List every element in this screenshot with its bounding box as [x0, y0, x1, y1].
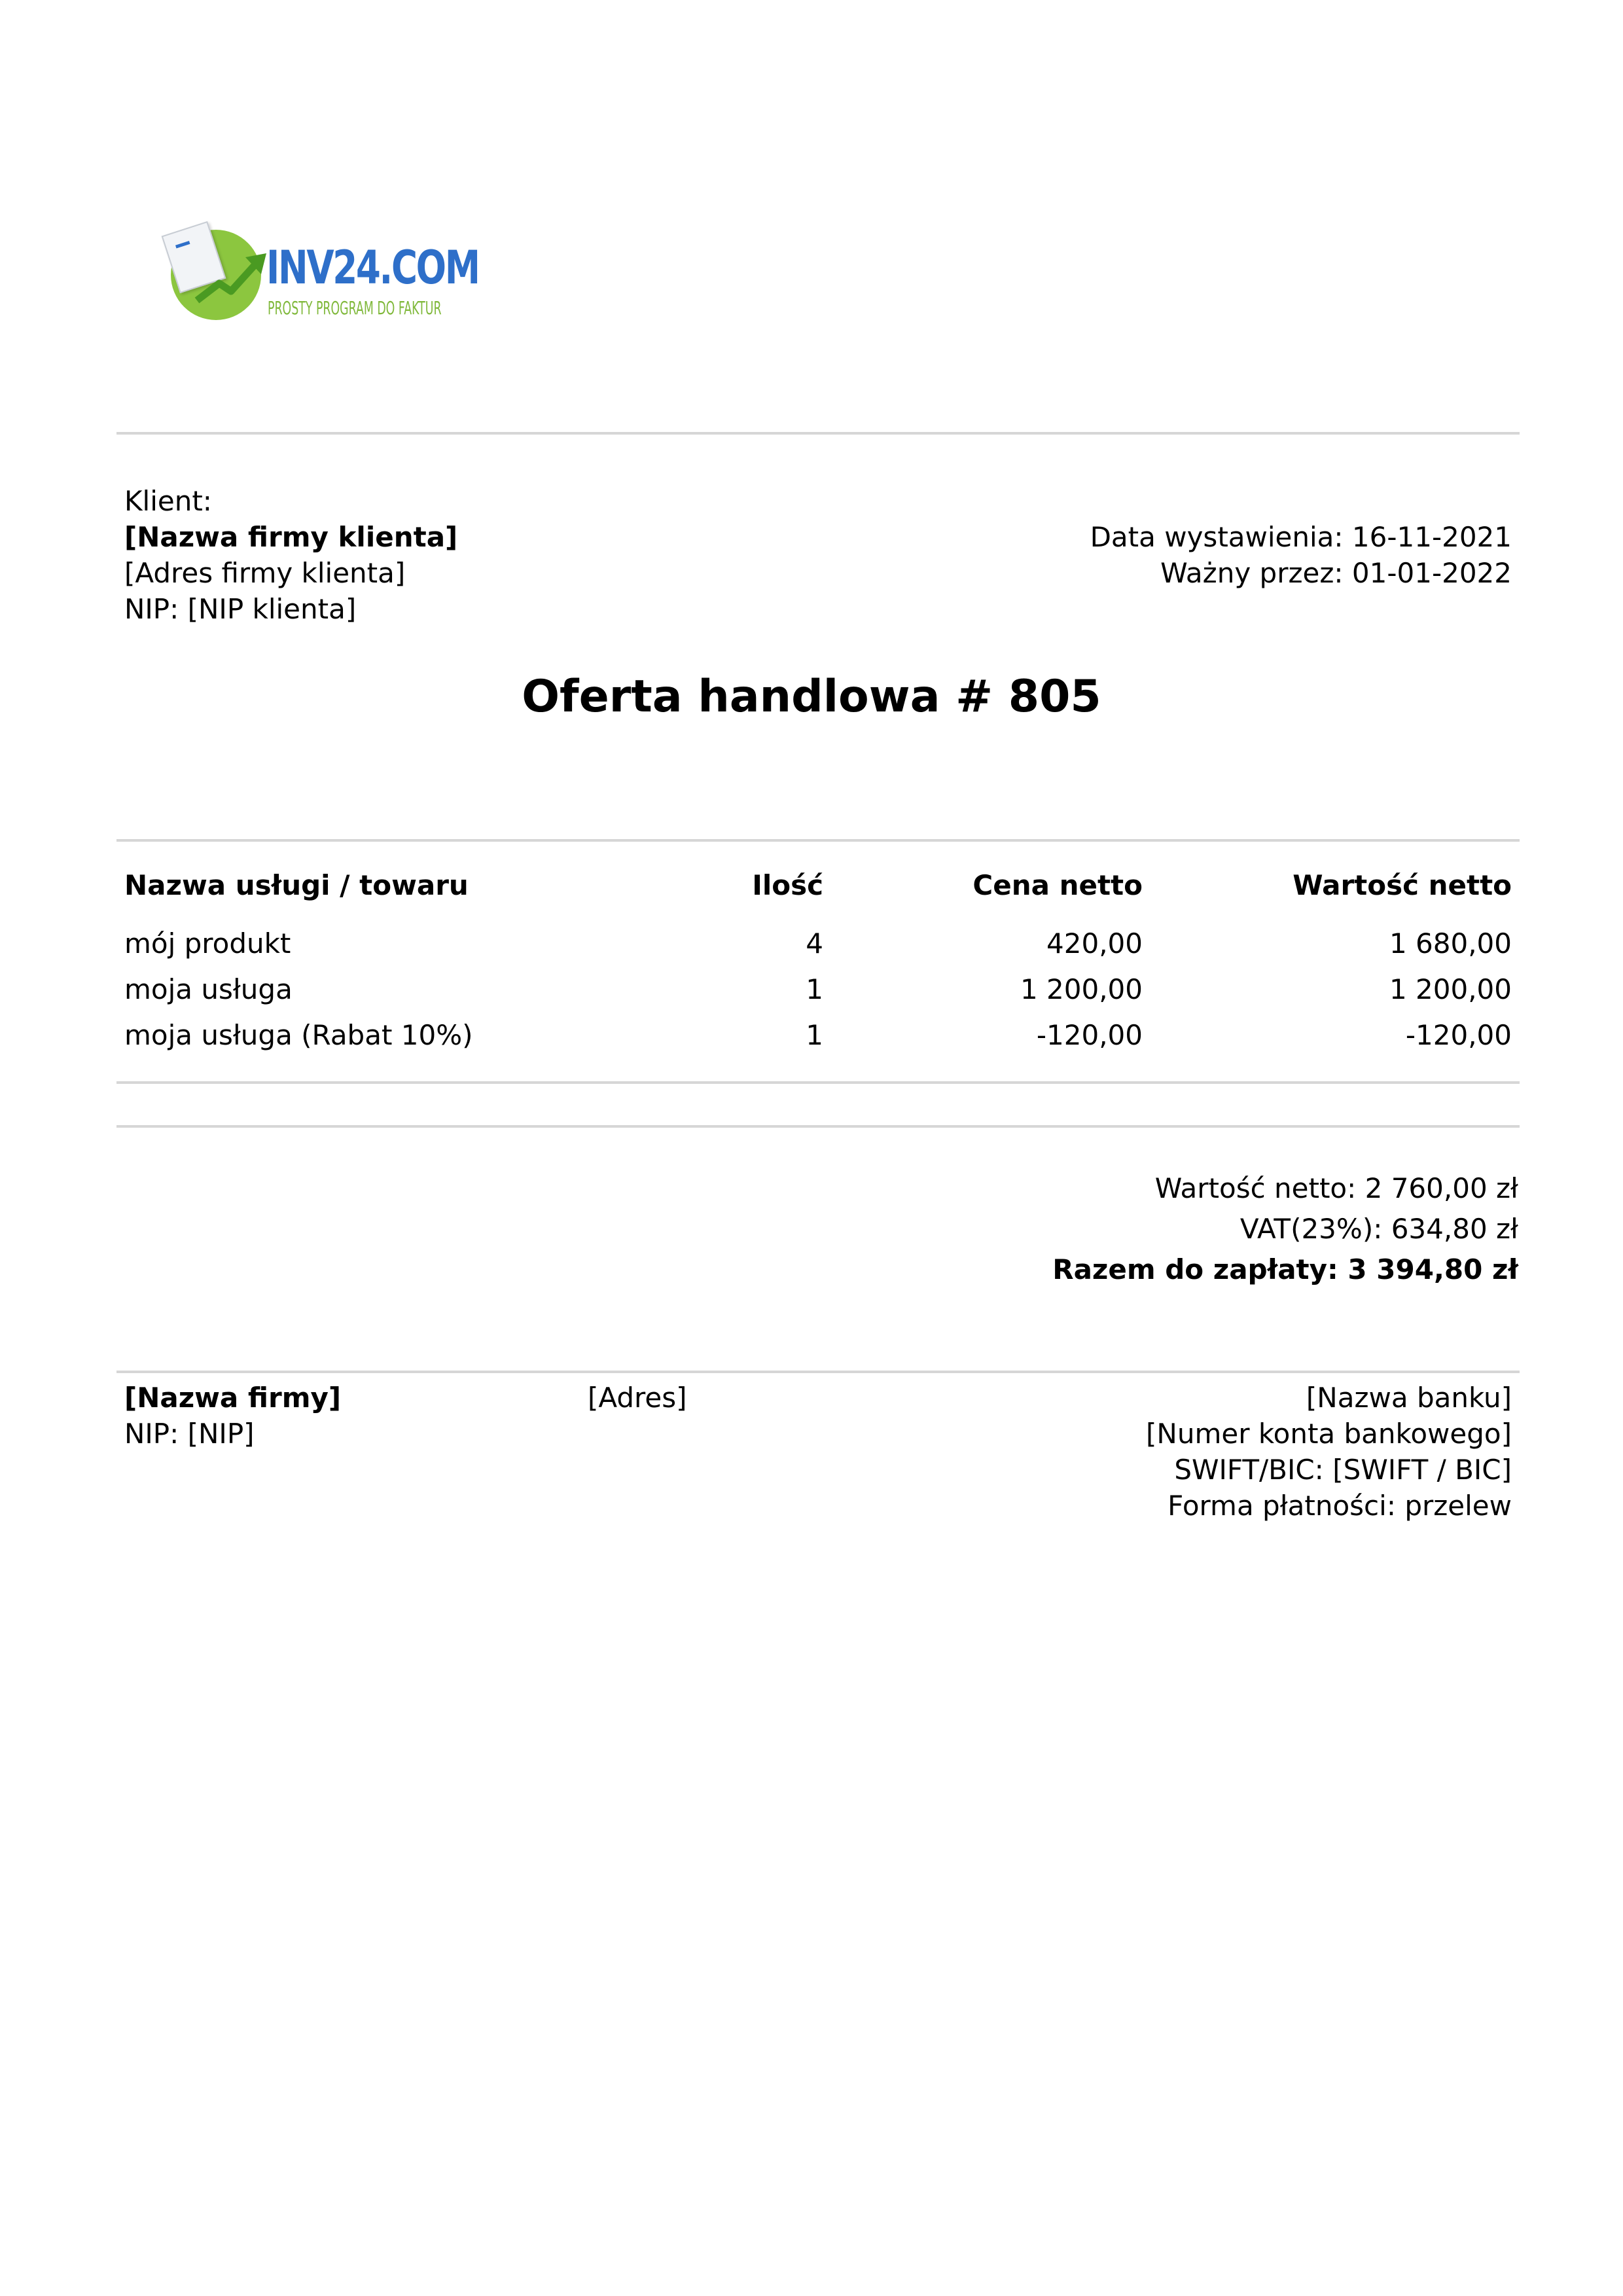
- item-net-value: 1 200,00: [1389, 973, 1512, 1005]
- total-due: Razem do zapłaty: 3 394,80 zł: [1052, 1253, 1518, 1285]
- bank-account: [Numer konta bankowego]: [1146, 1418, 1512, 1450]
- logo-growth-arrow-icon: [193, 249, 270, 308]
- col-header-net-value: Wartość netto: [1293, 869, 1512, 901]
- item-net-price: 420,00: [1046, 927, 1143, 960]
- client-name: [Nazwa firmy klienta]: [124, 521, 458, 553]
- item-name: mój produkt: [124, 927, 291, 960]
- document-title: Oferta handlowa # 805: [522, 671, 1101, 723]
- client-nip: NIP: [NIP klienta]: [124, 593, 357, 625]
- client-address: [Adres firmy klienta]: [124, 557, 406, 589]
- col-header-qty: Ilość: [752, 869, 823, 901]
- totals-divider: [116, 1125, 1520, 1128]
- total-vat: VAT(23%): 634,80 zł: [1240, 1213, 1518, 1245]
- item-qty: 1: [806, 1019, 823, 1051]
- seller-nip: NIP: [NIP]: [124, 1418, 255, 1450]
- footer-divider: [116, 1371, 1520, 1373]
- col-header-net-price: Cena netto: [972, 869, 1143, 901]
- item-net-value: -120,00: [1405, 1019, 1512, 1051]
- item-net-price: 1 200,00: [1020, 973, 1143, 1005]
- table-top-divider: [116, 839, 1520, 842]
- seller-address: [Adres]: [588, 1382, 687, 1414]
- bank-name: [Nazwa banku]: [1306, 1382, 1512, 1414]
- item-name: moja usługa (Rabat 10%): [124, 1019, 473, 1051]
- bank-swift: SWIFT/BIC: [SWIFT / BIC]: [1174, 1454, 1512, 1486]
- issue-date: Data wystawienia: 16-11-2021: [1090, 521, 1512, 553]
- header-divider: [116, 432, 1520, 435]
- logo-title: INV24.COM: [266, 241, 479, 295]
- item-name: moja usługa: [124, 973, 293, 1005]
- total-net: Wartość netto: 2 760,00 zł: [1154, 1172, 1518, 1204]
- item-net-value: 1 680,00: [1389, 927, 1512, 960]
- company-logo: [167, 226, 479, 331]
- valid-until-date: Ważny przez: 01-01-2022: [1160, 557, 1512, 589]
- table-bottom-divider: [116, 1081, 1520, 1084]
- item-qty: 4: [806, 927, 823, 960]
- col-header-name: Nazwa usługi / towaru: [124, 869, 469, 901]
- payment-method: Forma płatności: przelew: [1168, 1490, 1512, 1522]
- logo-subtitle: PROSTY PROGRAM DO FAKTUR: [268, 297, 442, 319]
- item-qty: 1: [806, 973, 823, 1005]
- item-net-price: -120,00: [1036, 1019, 1143, 1051]
- seller-name: [Nazwa firmy]: [124, 1382, 342, 1414]
- client-label: Klient:: [124, 485, 212, 517]
